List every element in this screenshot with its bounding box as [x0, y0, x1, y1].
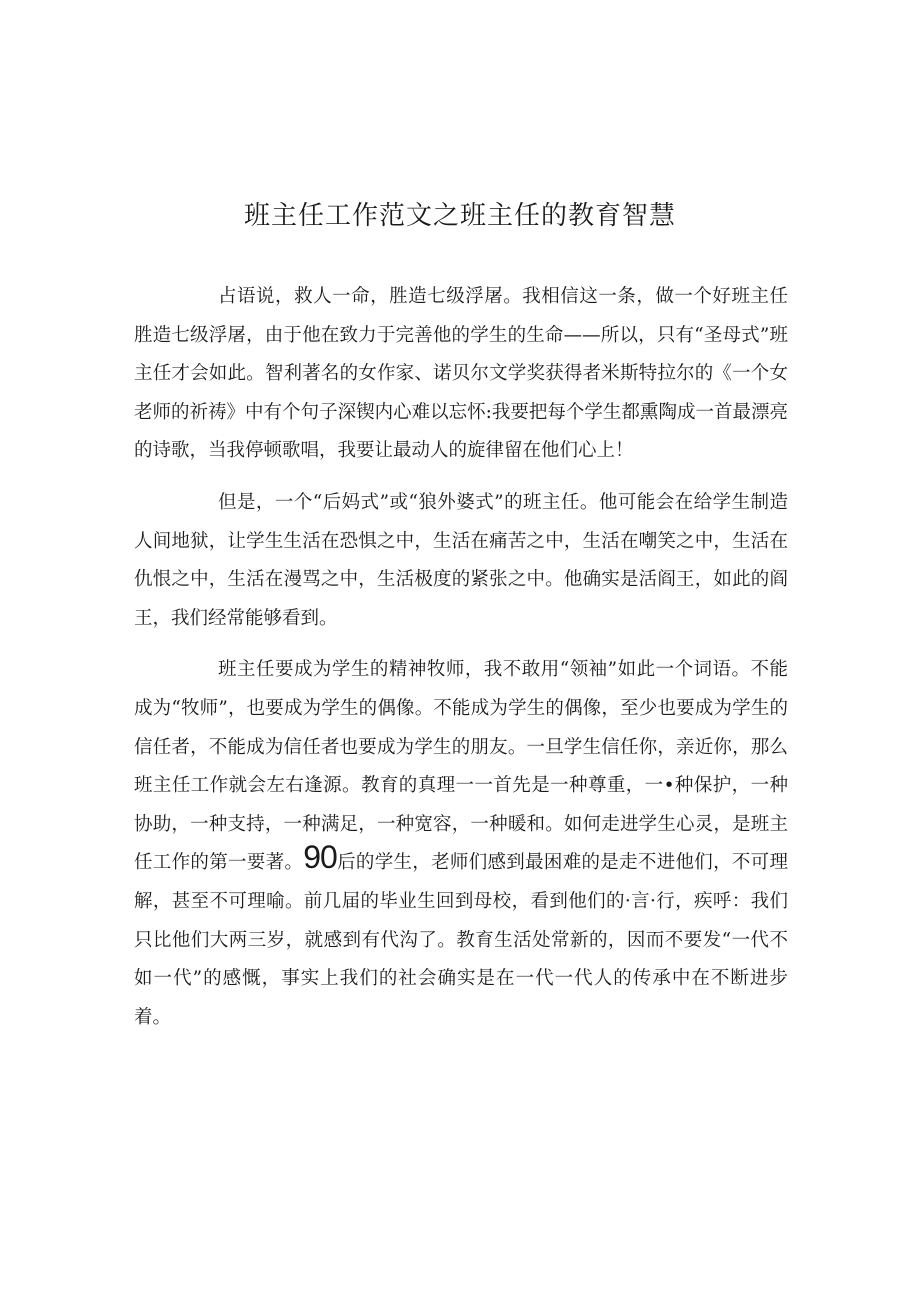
document-title: 班主任工作范文之班主任的教育智慧: [243, 201, 676, 231]
paragraph-2: 但是，一个“后妈式”或“狼外婆式”的班主任。他可能会在给学生制造人间地狱，让学生生活在恐惧之中，生活在痛苦之中，生活在嘲笑之中，生活在仇恨之中，生活在漫骂之中，生活极度的紧张之中。他确实是活阎王，如此的阎王，我们经常能够看到。: [134, 491, 788, 629]
paragraph-3-text-after: 后的学生，老师们感到最困难的是走不进他们，不可理解，甚至不可理喻。前几届的毕业生回到母校，看到他们的·言·行，疾呼：我们只比他们大两三岁，就感到有代沟了。教育生活处常新的，因而不要发“一代不如一代”的感慨，事实上我们的社会确实是在一代一代人的传承中在不断进步着。: [134, 852, 788, 1028]
paragraph-1: 占语说，救人一命，胜造七级浮屠。我相信这一条，做一个好班主任胜造七级浮屠，由于他在致力于完善他的学生的生命——所以，只有“圣母式”班主任才会如此。智利著名的女作家、诺贝尔文学奖获得者米斯特拉尔的《一个女老师的祈祷》中有个句子深锲内心难以忘怀:我要把每个学生都熏陶成一首最漂亮的诗歌，当我停顿歌唱，我要让最动人的旋律留在他们心上！: [134, 286, 788, 462]
paragraph-3-emphasis-number: 90: [303, 839, 337, 876]
document-body: [134, 278, 788, 1037]
paragraph-3-text-before: 班主任要成为学生的精神牧师，我不敢用“领袖”如此一个词语。不能成为“牧师”，也要成为学生的偶像。不能成为学生的偶像，至少也要成为学生的信任者，不能成为信任者也要成为学生的朋友。一旦学生信任你，亲近你，那么班主任工作就会左右逢源。教育的真理一一首先是一种尊重，一•种保护，一种协助，一种支持，一种满足，一种宽容，一种暖和。如何走进学生心灵，是班主任工作的第一要著。: [134, 659, 788, 874]
paragraph-3: [134, 651, 788, 1037]
